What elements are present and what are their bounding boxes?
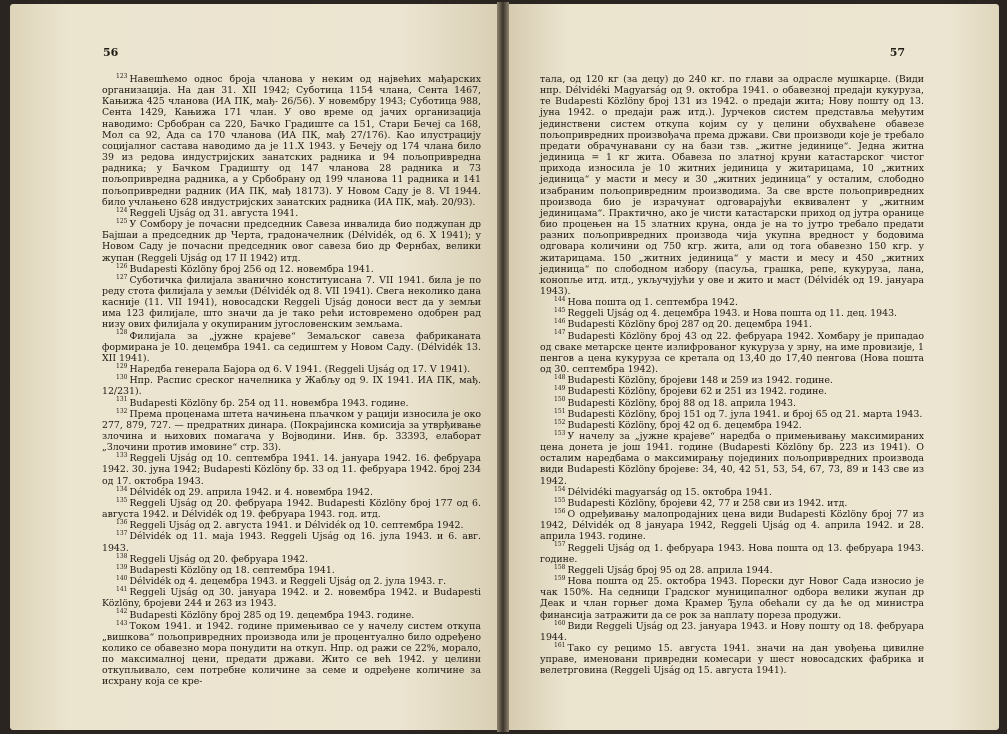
footnote — [540, 576, 924, 621]
footnote — [540, 74, 924, 297]
footnote-number: 126 — [116, 262, 128, 270]
footnote — [102, 576, 481, 587]
footnote-number: 127 — [116, 273, 128, 281]
footnote-text: Током 1941. и 1942. године примењивао се у начелу систем откупа „вишкова“ пољопривредних производа или је процентуално било одређено колико се обавезно мора понудити на откуп. Нпр. од ражи се 22%, морало, по максималној цени, предати држави. Жито се већ 1942. у целини откупљивало, сем потребне количине за семе и одређене количине за исхрану која се кре- — [102, 620, 481, 688]
footnote-text: Budapesti Közlöny, бројеви 148 и 259 из 1942. године. — [567, 375, 833, 387]
footnote-text: Наредба генерала Бајора од 6. V 1941. (Reggeli Ujság од 17. V 1941). — [129, 364, 471, 376]
footnote — [102, 565, 481, 576]
footnote-number: 159 — [554, 574, 566, 582]
footnote — [102, 610, 481, 621]
footnote-text: Délvidék од 11. маја 1943. Reggeli Ujság од 16. јула 1943. и 6. авг. 1943. — [102, 531, 481, 554]
footnote-text: Budapesti Közlöny од 18. септембра 1941. — [129, 564, 335, 576]
footnote-number: 137 — [116, 530, 128, 538]
footnote-number: 141 — [116, 586, 128, 594]
footnote-number: 125 — [116, 217, 128, 225]
footnote-number: 148 — [554, 374, 566, 382]
footnote — [102, 531, 481, 553]
footnote — [540, 431, 924, 487]
footnote-text: Тако су рецимо 15. августа 1941. значи на дан увођења цивилне управе, именовани привредни комесари у шест новосадских фабрика и велетрговина (Reggeli Ujság од 15. августа 1941). — [540, 642, 924, 677]
footnote-number: 151 — [554, 407, 566, 415]
footnote — [540, 398, 924, 409]
page-number: 56 — [103, 46, 119, 59]
footnote-number: 123 — [116, 72, 128, 80]
footnote-text: Budapesti Közlöny бр. 254 од 11. новембра 1943. године. — [129, 397, 409, 409]
footnote-number: 154 — [554, 485, 566, 493]
footnote-number: 156 — [554, 507, 566, 515]
footnote-text: Нова пошта од 25. октобра 1943. Порески дуг Новог Сада износио је чак 150%. На седници Градског муниципалног одбора велики жупан др Деак и члан горњег дома Крамер Ђула обећали су да ће од министра финансија затражити да се рок за наплату пореза продужи. — [540, 576, 924, 621]
footnote-number: 155 — [554, 496, 566, 504]
footnote-number: 149 — [554, 385, 566, 393]
footnote-text: Budapesti Közlöny, број 42 од 6. децембра 1942. — [567, 419, 802, 431]
footnote-number: 145 — [554, 307, 566, 315]
footnote — [540, 297, 924, 308]
footnote-text: Нова пошта од 1. септембра 1942. — [567, 297, 738, 309]
footnote-text: Budapesti Közlöny број 285 од 19. децембра 1943. године. — [129, 609, 415, 621]
footnote — [540, 409, 924, 420]
footnote-text: Навешћемо однос броја чланова у неким од највећих мађарских организација. На дан 31. XII 1942; Суботица 1154 члана, Сента 1467, Кањижа 425 чланова (ИА ПК, мађ- 26/56). У новембру 1943; Суботица 988, Сента 1429, Кањижа 171 члан. У ово време од јачих организација наводимо: Србобран са 220, Бачко Градиште са 151, Стари Бечеј са 168, Мол са 92, Ада са 170 чланова (ИА ПК, мађ 27/176). Као илустрацију социјалног састава наводимо да је 11.X 1943. у Бечеју од 174 члана било 39 из редова индустријских занатских радника и 94 пољопривредна радника; у Бачком Градишту од 147 чланова 28 радника и 73 пољопривредна радника, а у Србобрану од 199 чланова 11 радника и 141 пољопривредни радник (ИА ПК, мађ 18173). У Новом Саду је 8. VI 1944. било учлањено 628 индустријских занатских радника (ИА ПК, мађ. 20/93). — [102, 74, 481, 208]
footnote-text: Reggeli Ujság од 31. августа 1941. — [129, 207, 299, 219]
footnote-text: Budapesti Közlöny број 43 од 22. фебруара 1942. Хомбару је припадао од сваке метарске центе излифрованог кукуруза у зрну, на име провизије, 1 пенгов а цена кукуруза се кретала од 13,40 до 17,40 пенгова (Нова пошта од 30. септембра 1942). — [540, 330, 924, 376]
footnote-text: Reggeli Ujság од 2. августа 1941. и Délvidék од 10. септембра 1942. — [129, 520, 464, 532]
footnote-number: 160 — [554, 619, 566, 627]
footnote-text: Reggeli Ujság од 20. фебруара 1942. Budapesti Közlöny број 177 од 6. августа 1942. и Délvidék од 19. фебруара 1943. год. итд. — [102, 497, 481, 521]
footnote-number: 133 — [116, 452, 128, 460]
footnote-text: Reggeli Ujság од 10. септембра 1941. 14. јануара 1942. 16. фебруара 1942. 30. јуна 1942; Budapesti Közlöny бр. 33 од 11. фебруара 1942. број 234 од 17. октобра 1943. — [102, 453, 481, 487]
footnote — [102, 587, 481, 609]
footnote — [540, 308, 924, 319]
footnote-number: 158 — [554, 563, 566, 571]
footnote-number: 140 — [116, 574, 128, 582]
footnote — [102, 554, 481, 565]
footnote-text: тала, од 120 кг (за децу) до 240 кг. по глави за одрасле мушкарце. (Види нпр. Délvidéki Magyarság од 9. октобра 1941. о обавезној предаји кукуруза, те Budapesti Közlöny број 131 из 1942. о предаји жита; Нову пошту од 13. јуна 1942. о предаји раж итд.). Јурчеков систем представља међутим јединствени систем откупа којим су у целини обухваћене обавезе пољопривредних произвођача према држави. Сви производи које је требало предати обрачунавани су на бази тзв. „житне јединице“. Једна житна јединица = 1 кг жита. Обавеза по златној круни катастарског чистог прихода износила је 10 житних јединица у житарицама, 10 „житних јединица“ у масти и месу и 30 „житних јединица“ у осталим, слободно изабраним пољопривредним производима. За све врсте пољопривредних производа био је израчунат одговарајући еквивалент у „житним јединицама“. Практично, ако је чисти катастарски приход од јутра оранице био процењен на 15 златних круна, онда је на то јутро требало предати разних пољопривредних производа чија укупна вредност у бодовима одговара количини од 750 кгр. жита, али од тога обавезно 150 кгр. у житарицама. 150 „житних јединица“ у масти и месу и 450 „житних јединица“ по слободном избору (пасуља, грашка, репе, кукуруза, лана, конопље итд. итд., укључујући у ове и жито и маст (Délvidék од 19. јануара 1943). — [540, 74, 924, 297]
footnote-text: Budapesti Közlöny, бројеви 42, 77 и 258 сви из 1942. итд. — [567, 497, 848, 509]
footnote-text: У Сомбору је почасни председник Савеза инвалида био поджупан др Бајшаи а председник др Черта, градоначелник (Délvidék, од 6. X 1941); у Новом Саду је почасни председник овог савеза био др Фернбах, велики жупан (Reggeli Ujság од 17 II 1942) итд. — [102, 219, 481, 264]
footnote-number: 161 — [554, 641, 566, 649]
footnotes-block — [540, 74, 924, 676]
footnote — [540, 565, 924, 576]
footnote — [540, 487, 924, 498]
footnote-text: О одређивању малопродајних цена види Budapesti Közlöny број 77 из 1942, Délvidék од 8 јануара 1942, Reggeli Ujság од 4. априла 1942. и 28. априла 1943. године. — [540, 509, 924, 543]
footnote — [102, 275, 481, 331]
right-page — [509, 4, 999, 730]
footnote — [102, 74, 481, 208]
footnote-number: 142 — [116, 608, 128, 616]
footnote — [540, 386, 924, 397]
footnote-number: 124 — [116, 206, 128, 214]
footnote-text: Reggeli Ujság од 30. јануара 1942. и 2. новембра 1942. и Budapesti Közlöny, бројеви 244 и 263 из 1943. — [102, 587, 481, 610]
footnote — [102, 219, 481, 264]
footnote-text: Види Reggeli Ujság од 23. јануара 1943. и Нову пошту од 18. фебруара 1944. — [540, 620, 924, 643]
footnote-text: У начелу за „јужне крајеве“ наредба о примењивању максимираних цена донета је још 1941. године (Budapesti Közlöny бр. 223 из 1941). О осталим наредбама о максимирању појединих пољопривредних производа види Budapesti Közlöny бројеве: 34, 40, 42 51, 53, 54, 67, 73, 89 и 143 све из 1942. — [540, 431, 924, 487]
footnote-number: 130 — [116, 374, 128, 382]
footnote-number: 134 — [116, 485, 128, 493]
footnote-number: 144 — [554, 296, 566, 303]
footnote — [540, 621, 924, 643]
footnote — [102, 453, 481, 486]
footnote-number: 143 — [116, 619, 128, 627]
footnote-number: 150 — [554, 396, 566, 404]
footnote-number: 147 — [554, 329, 566, 337]
footnote — [540, 331, 924, 376]
footnote-number: 138 — [116, 552, 128, 560]
page-number: 57 — [889, 46, 905, 59]
footnote — [102, 398, 481, 409]
footnote — [102, 498, 481, 520]
footnote-text: Reggeli Ujság број 95 од 28. априла 1944. — [567, 564, 773, 576]
footnote — [102, 331, 481, 364]
footnote — [540, 498, 924, 509]
footnote-text: Budapesti Közlöny број 256 од 12. новембра 1941. — [129, 263, 374, 275]
footnote-text: Délvidéki magyarság од 15. октобра 1941. — [567, 486, 772, 498]
book-gutter — [497, 2, 509, 732]
footnote-number: 153 — [554, 429, 566, 437]
footnote-text: Délvidék од 4. децембра 1943. и Reggeli Ujság од 2. јула 1943. г. — [129, 576, 447, 588]
footnote — [540, 643, 924, 676]
footnote-text: Budapesti Közlöny број 287 од 20. децембра 1941. — [567, 319, 812, 331]
footnote — [540, 319, 924, 330]
footnote-number: 135 — [116, 496, 128, 504]
footnote-number: 132 — [116, 407, 128, 415]
footnote — [540, 420, 924, 431]
footnote — [540, 509, 924, 542]
footnotes-block — [102, 74, 481, 688]
footnote — [540, 543, 924, 565]
footnote-number: 128 — [116, 329, 128, 337]
footnote — [102, 208, 481, 219]
footnote-number: 131 — [116, 396, 128, 404]
footnote-text: Reggeli Ujság од 4. децембра 1943. и Нова пошта од 11. дец. 1943. — [567, 308, 898, 320]
footnote-text: Reggeli Ujság од 1. фебруара 1943. Нова пошта од 13. фебруара 1943. године. — [540, 542, 924, 565]
footnote — [102, 487, 481, 498]
footnote-text: Филијала за „јужне крајеве“ Земаљског савеза фабриканата формирана је 10. децембра 1941. са седиштем у Новом Саду. (Délvidék 13. XII 1941). — [102, 330, 481, 364]
footnote-text: Budapesti Közlöny, број 151 од 7. јула 1941. и број 65 од 21. марта 1943. — [567, 408, 923, 420]
footnote — [102, 264, 481, 275]
footnote — [102, 364, 481, 375]
footnote-text: Нпр. Распис среског начелника у Жабљу од 9. IX 1941. ИА ПК, мађ. 12/231). — [102, 375, 481, 398]
footnote — [102, 409, 481, 454]
footnote — [102, 621, 481, 688]
footnote-number: 136 — [116, 519, 128, 527]
footnote-text: Reggeli Ujság од 20. фебруара 1942. — [129, 553, 309, 565]
footnote-text: Budapesti Közlöny, бројеви 62 и 251 из 1942. године. — [567, 386, 827, 398]
footnote-text: Суботичка филијала званично конституисана 7. VII 1941. била је по реду стота филијала у земљи (Délvidék од 8. VII 1941). Свега неколико дана касније (11. VII 1941), новосадски Reggeli Ujság доноси вест да у земљи има 123 филијале, што значи да је тако рећи истовремено одобрен рад низу ових филијала у окупираним југословенским земљама. — [102, 274, 481, 331]
footnote — [102, 375, 481, 397]
footnote-number: 152 — [554, 418, 566, 426]
footnote-text: Délvidék од 29. априла 1942. и 4. новембра 1942. — [129, 486, 373, 498]
footnote — [540, 375, 924, 386]
left-page — [10, 4, 497, 730]
footnote-number: 129 — [116, 362, 128, 370]
footnote-text: Budapesti Közlöny, број 88 од 18. априла 1943. — [567, 397, 796, 409]
footnote-number: 139 — [116, 563, 128, 571]
footnote — [102, 520, 481, 531]
footnote-number: 146 — [554, 318, 566, 326]
footnote-text: Према проценама штета начињена пљачком у рацији износила је око 277, 879, 727. — предратних динара. (Покрајинска комисија за утврђивање злочина и њихових помагача у Војводини. Инв. бр. 33393, елаборат „Злочини против имовине“ стр. 33). — [102, 408, 481, 454]
footnote-number: 157 — [554, 541, 566, 549]
